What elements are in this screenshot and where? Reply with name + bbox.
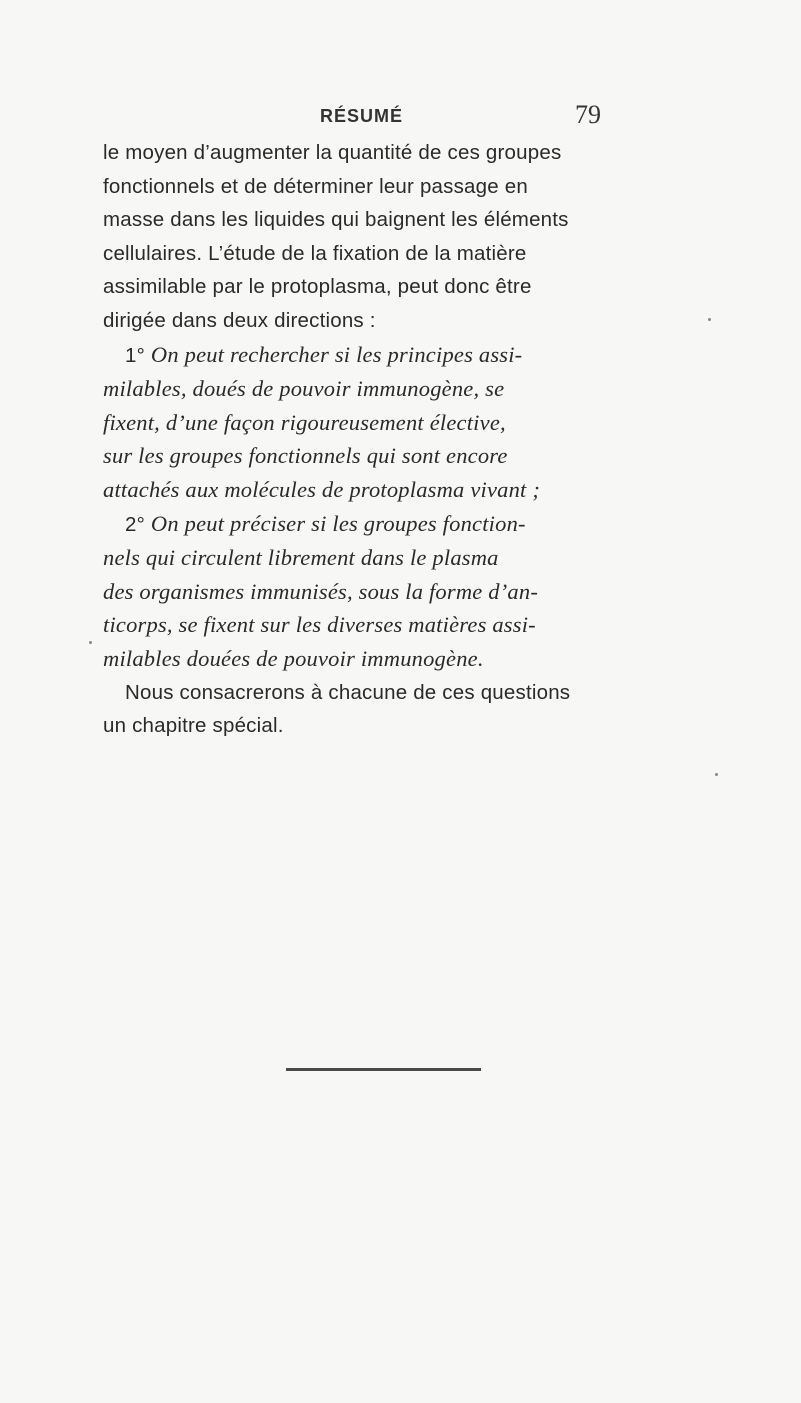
text-line: cellulaires. L’étude de la fixation de la matière xyxy=(103,241,527,265)
section-divider xyxy=(286,1068,481,1071)
list-number: 2° xyxy=(125,512,145,536)
text-line: des organismes immunisés, sous la forme d’an- xyxy=(103,578,539,604)
text-line: un chapitre spécial. xyxy=(103,714,284,738)
text-line: attachés aux molécules de protoplasma vivant ; xyxy=(103,476,541,502)
text-line: On peut rechercher si les principes assi- xyxy=(150,341,523,367)
body-text xyxy=(103,136,703,743)
text-line: fixent, d’une façon rigoureusement élective, xyxy=(103,409,506,435)
page-number: 79 xyxy=(575,100,601,129)
text-line: ticorps, se fixent sur les diverses matières assi- xyxy=(103,612,536,638)
text-line: milables, doués de pouvoir immunogène, se xyxy=(103,376,505,402)
page-header xyxy=(0,100,801,136)
text-line: assimilable par le protoplasma, peut donc être xyxy=(103,275,532,299)
text-line: sur les groupes fonctionnels qui sont encore xyxy=(103,443,508,469)
list-item-2-first-line xyxy=(103,507,703,542)
text-line: fonctionnels et de déterminer leur passage en xyxy=(103,174,528,198)
paper-speck xyxy=(715,773,718,776)
text-line: masse dans les liquides qui baignent les éléments xyxy=(103,208,569,232)
running-head: RÉSUMÉ xyxy=(320,106,404,126)
text-line: On peut préciser si les groupes fonction- xyxy=(150,510,526,536)
text-line: Nous consacrerons à chacune de ces questions xyxy=(125,680,571,704)
list-number: 1° xyxy=(125,343,145,367)
text-line: le moyen d’augmenter la quantité de ces groupes xyxy=(103,141,562,164)
text-line: nels qui circulent librement dans le plasma xyxy=(103,545,499,571)
paper-speck xyxy=(89,641,92,644)
text-line: dirigée dans deux directions : xyxy=(103,308,376,332)
text-line: milables douées de pouvoir immunogène. xyxy=(103,645,484,671)
paper-speck xyxy=(708,318,711,321)
list-item-1-first-line xyxy=(103,338,703,373)
